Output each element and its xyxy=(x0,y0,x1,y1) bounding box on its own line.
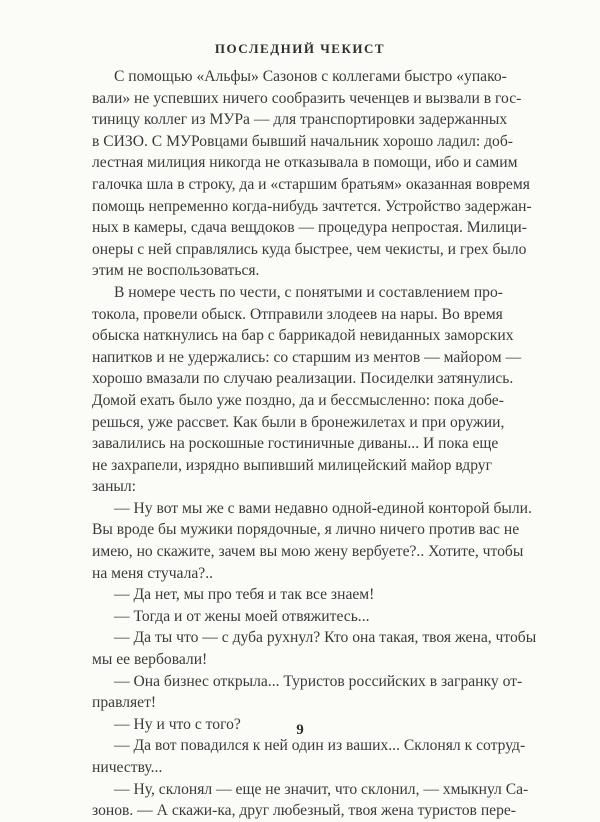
text-line: — Да ты что — с дуба рухнул? Кто она такая, твоя жена, чтобы xyxy=(114,629,537,647)
text-line: ничеству... xyxy=(92,759,163,776)
text-line: в СИЗО. С МУРовцами бывший начальник хорошо ладил: доб- xyxy=(92,132,513,150)
text-line: — Ну вот мы же с вами недавно одной-единой конторой были. xyxy=(114,499,532,517)
text-line: Вы вроде бы мужики порядочные, я лично ничего против вас не xyxy=(92,521,520,539)
text-line: хорошо вмазали по случаю реализации. Посиделки затянулись. xyxy=(92,370,514,388)
text-line: галочка шла в строку, да и «старшим братьям» оказанная вовремя xyxy=(92,175,530,193)
running-header: ПОСЛЕДНИЙ ЧЕКИСТ xyxy=(214,41,386,56)
text-line: С помощью «Альфы» Сазонов с коллегами быстро «упако- xyxy=(114,68,507,85)
text-line: вали» не успевших ничего сообразить чеченцев и вызвали в гос- xyxy=(92,89,522,107)
text-line: тиницу коллег из МУРа — для транспортировки задержанных xyxy=(92,111,508,129)
text-line: завалились на роскошные гостиничные диваны... И пока еще xyxy=(92,435,499,453)
text-line: токола, провели обыск. Отправили злодеев на нары. Во время xyxy=(92,305,503,323)
text-line: зонов. — А скажи-ка, друг любезный, твоя жена туристов пере- xyxy=(92,802,516,820)
text-line: на меня стучала?.. xyxy=(92,564,214,582)
text-line: — Тогда и от жены моей отвяжитесь... xyxy=(114,607,370,625)
text-line: мы ее вербовали! xyxy=(92,651,208,669)
text-line: — Да нет, мы про тебя и так все знаем! xyxy=(114,586,375,604)
text-line: Домой ехать было уже поздно, да и бессмысленно: пока добе- xyxy=(92,391,504,409)
text-line: В номере честь по чести, с понятыми и составлением про- xyxy=(114,283,503,301)
text-line: заныл: xyxy=(92,478,137,496)
text-line: лестная милиция никогда не отказывала в помощи, ибо и самим xyxy=(92,154,518,172)
text-line: этим не воспользоваться. xyxy=(92,262,260,280)
text-line: ных в камеры, сдача вещдоков — процедура непростая. Милици- xyxy=(92,219,527,237)
text-line: онеры с ней справлялись куда быстрее, чем чекисты, и грех было xyxy=(92,240,527,258)
text-line: напитков и не удержались: со старшим из ментов — майором — xyxy=(92,348,522,366)
text-line: имею, но скажите, зачем вы мою жену вербуете?.. Хотите, чтобы xyxy=(92,543,524,561)
text-line: правляет! xyxy=(92,694,157,712)
text-line: обыска наткнулись на бар с баррикадой невиданных заморских xyxy=(92,327,514,345)
text-line: не захрапели, изрядно выпивший милицейский майор вдруг xyxy=(92,456,492,474)
body-text xyxy=(92,66,537,822)
text-line: помощь непременно когда-нибудь зачтется. Устройство задержан- xyxy=(92,197,532,215)
text-line: — Ну, склонял — еще не значит, что склонил, — хмыкнул Са- xyxy=(114,780,529,798)
text-line: — Она бизнес открыла... Туристов российских в загранку от- xyxy=(114,672,523,690)
text-line: решься, уже рассвет. Как были в бронежилетах и при оружии, xyxy=(92,413,505,431)
text-line: — Ну и что с того? xyxy=(114,715,241,733)
text-line: — Да вот повадился к ней один из ваших... Склонял к сотруд- xyxy=(114,737,526,755)
page-number: 9 xyxy=(296,722,304,738)
